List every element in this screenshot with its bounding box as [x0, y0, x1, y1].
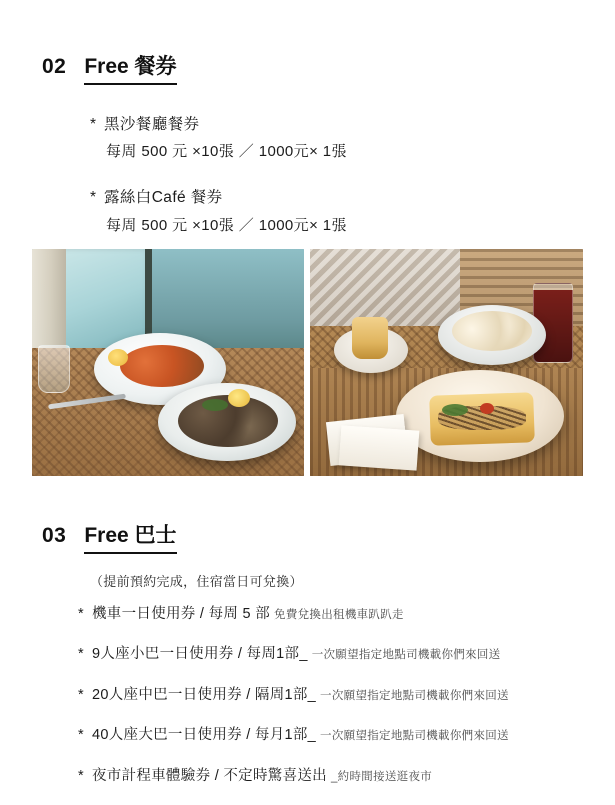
- bullet-star-icon: *: [78, 606, 84, 622]
- section-02-heading: [42, 50, 347, 87]
- section-03-heading: [42, 519, 303, 556]
- bus-item-main: 機車一日使用券 / 每周 5 部: [92, 606, 271, 622]
- section-free-meal-coupons: [42, 50, 347, 260]
- bullet-star-icon: *: [78, 767, 84, 784]
- coupon-list: [90, 113, 347, 238]
- list-item: [78, 643, 598, 665]
- bullet-star-icon: *: [90, 116, 97, 133]
- coupon-name-row: [90, 113, 347, 136]
- bullet-star-icon: *: [78, 686, 84, 703]
- section-03-note: （提前預約完成，住宿當日可兌換）: [90, 574, 303, 589]
- coupon-name: 黑沙餐廳餐券: [104, 116, 200, 133]
- section-02-title: Free 餐券: [84, 50, 176, 87]
- seafood-platter-photo: [32, 249, 304, 476]
- bullet-star-icon: *: [78, 727, 84, 744]
- list-item: [78, 765, 598, 787]
- bus-item-sub: _約時間接送逛夜市: [330, 770, 433, 783]
- bus-item-sub: 一次願望指定地點司機載你們來回送: [320, 689, 509, 702]
- section-free-bus: [42, 519, 303, 590]
- coupon-item: [90, 186, 347, 237]
- coupon-name: 露絲白Café 餐券: [104, 189, 223, 207]
- coupon-item: [90, 113, 347, 164]
- bus-item-main: 9人座小巴一日使用券 / 每周1部_: [92, 646, 308, 663]
- coupon-detail: 每周 500 元 ×10張 ／ 1000元× 1張: [106, 143, 347, 161]
- coupon-detail: 每周 500 元 ×10張 ／ 1000元× 1張: [106, 216, 347, 234]
- cafe-brunch-photo: [310, 249, 583, 476]
- section-03-number: 03: [42, 524, 67, 547]
- list-item: [78, 603, 598, 625]
- list-item: [78, 684, 598, 706]
- bus-item-sub: 一次願望指定地點司機載你們來回送: [320, 730, 509, 743]
- bus-item-sub: 免費兌換出租機車趴趴走: [274, 609, 404, 621]
- section-03-title: Free 巴士: [84, 519, 176, 556]
- bullet-star-icon: *: [90, 189, 97, 207]
- bus-item-main: 20人座中巴一日使用券 / 隔周1部_: [92, 686, 317, 703]
- photo-gallery: [32, 249, 583, 476]
- bus-item-sub: 一次願望指定地點司機載你們來回送: [311, 649, 501, 662]
- section-02-number: 02: [42, 55, 67, 78]
- bus-item-main: 40人座大巴一日使用券 / 每月1部_: [92, 727, 317, 744]
- coupon-name-row: [90, 186, 347, 209]
- list-item: [78, 724, 598, 746]
- bullet-star-icon: *: [78, 646, 84, 663]
- bus-coupon-list: [78, 603, 598, 805]
- bus-item-main: 夜市計程車體驗券 / 不定時驚喜送出: [92, 767, 327, 784]
